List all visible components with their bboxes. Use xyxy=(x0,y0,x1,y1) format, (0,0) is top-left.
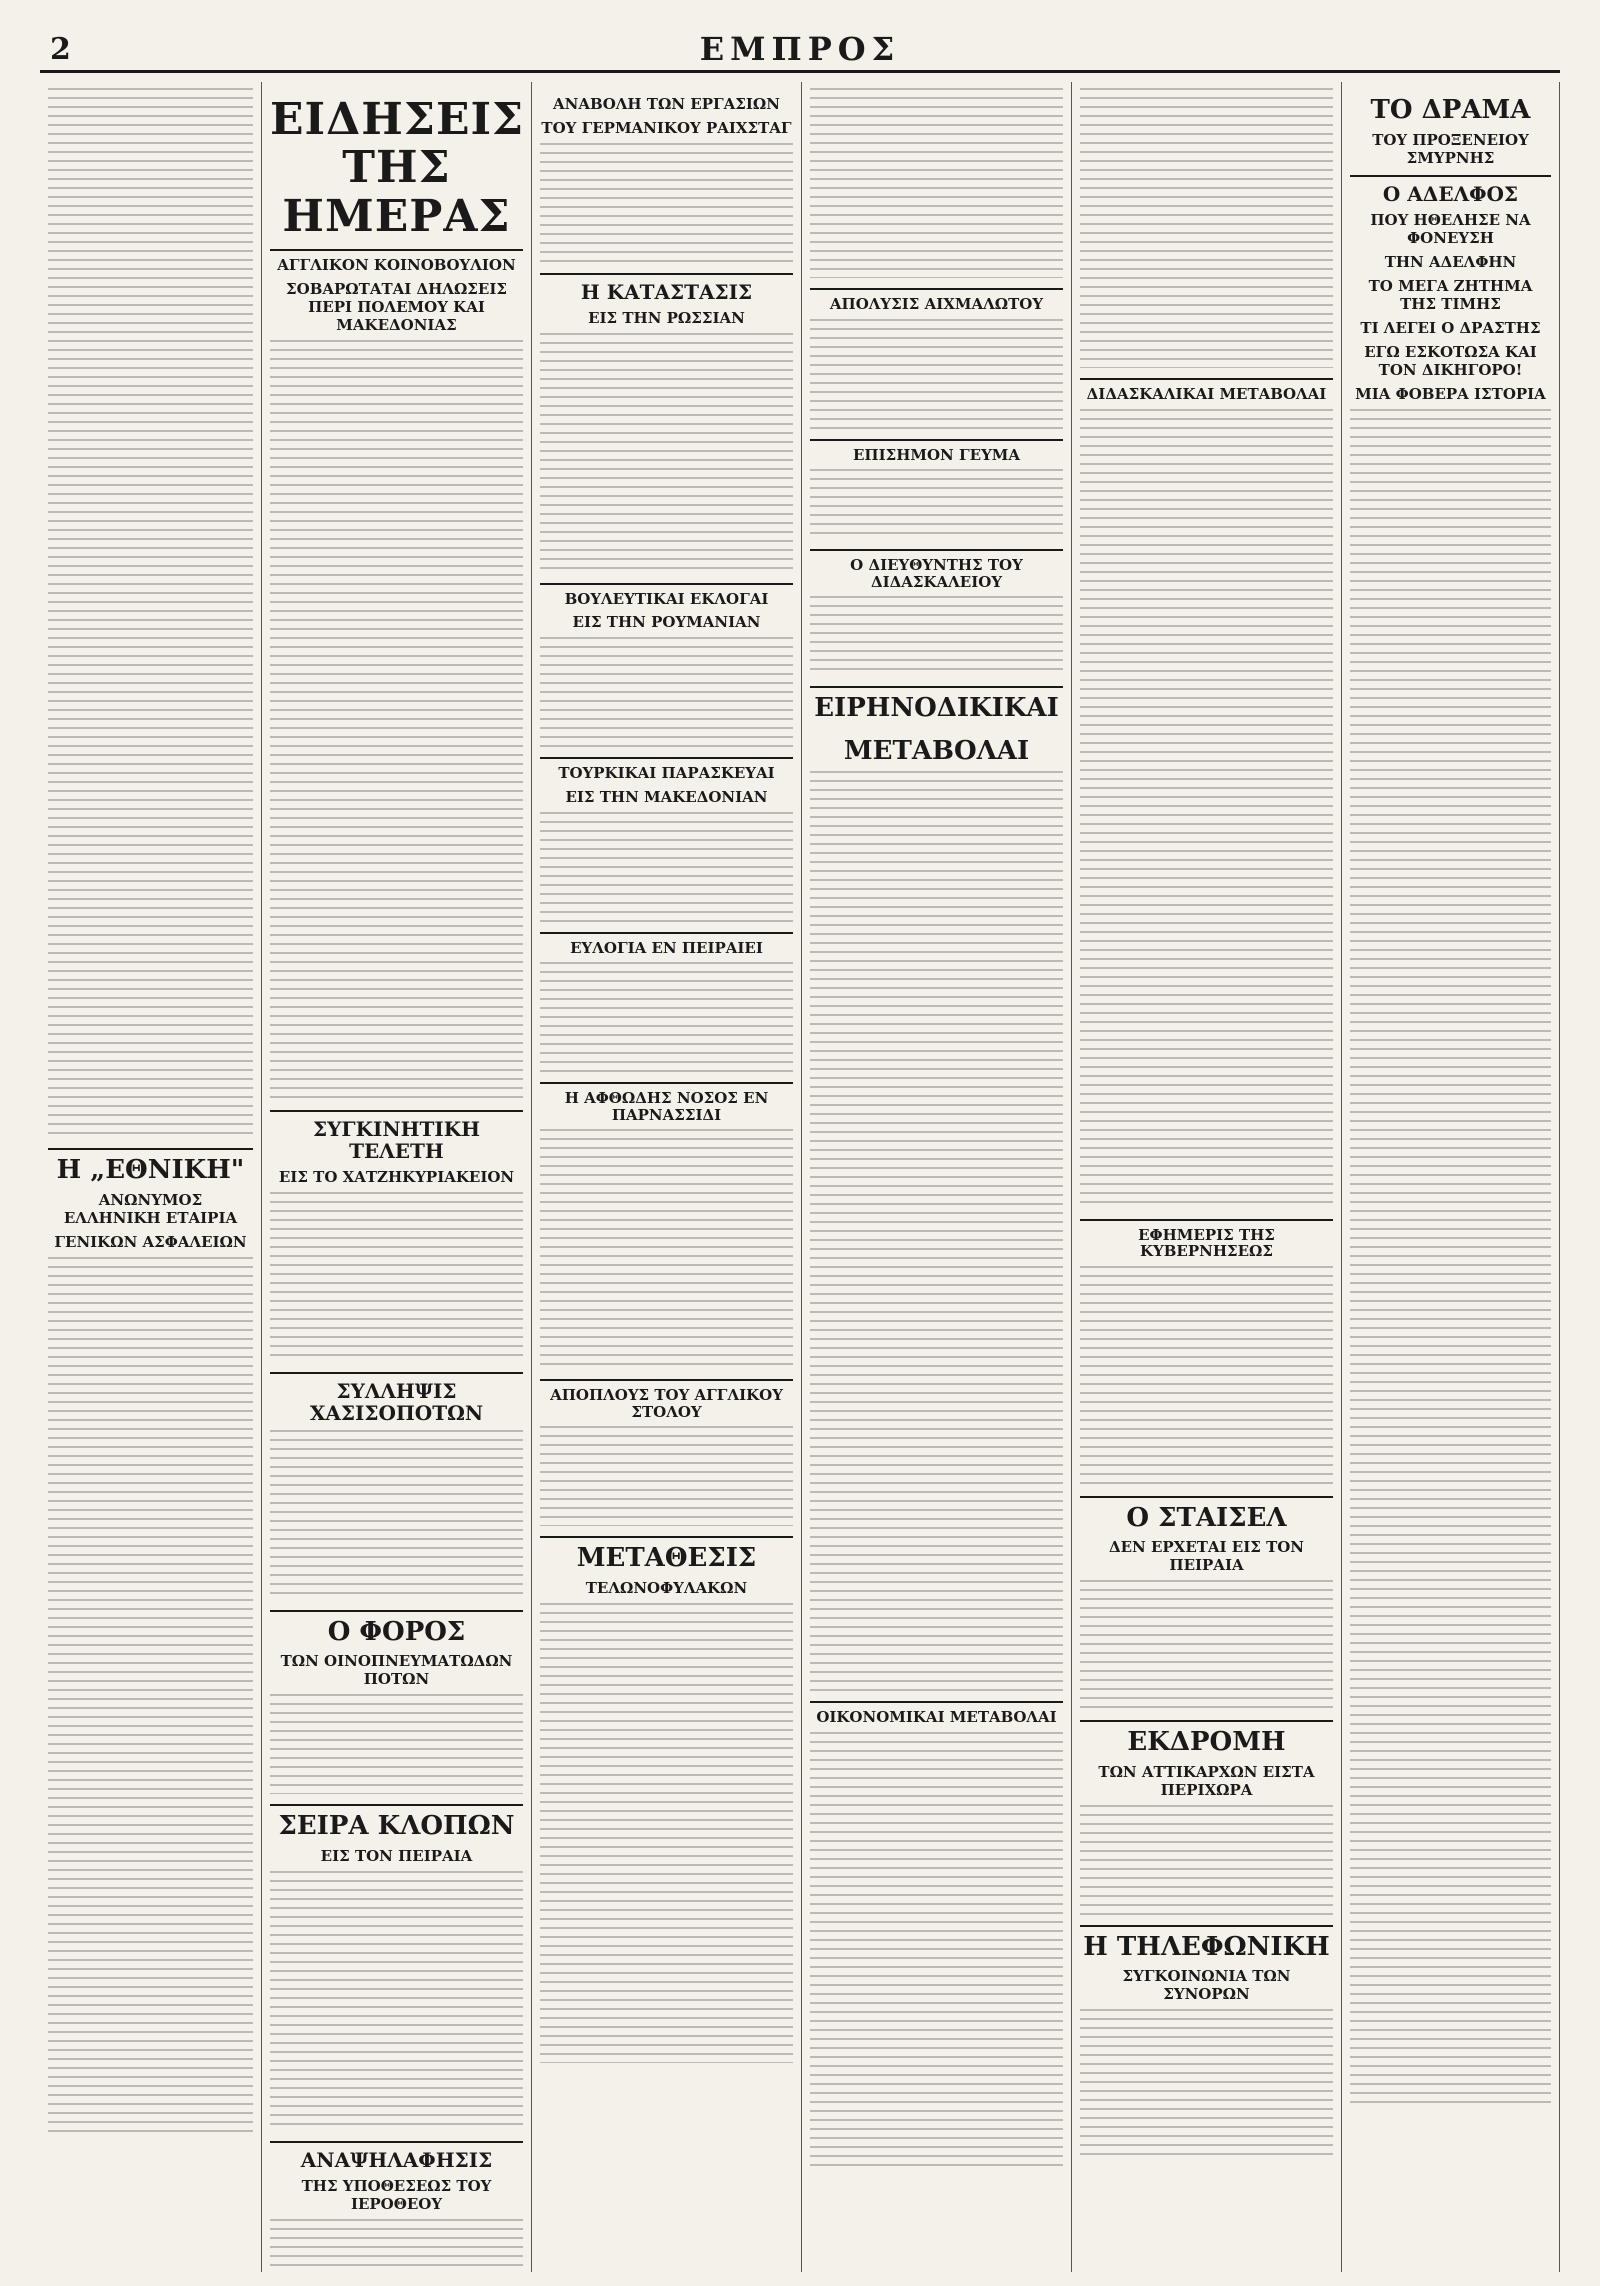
headline: ΒΟΥΛΕΥΤΙΚΑΙ ΕΚΛΟΓΑΙ xyxy=(540,583,793,608)
paper-name: ΕΜΠΡΟΣ xyxy=(699,30,901,68)
headline: ΕΥΛΟΓΙΑ ΕΝ ΠΕΙΡΑΙΕΙ xyxy=(540,932,793,957)
text-block xyxy=(270,1694,523,1794)
headline: ΟΙΚΟΝΟΜΙΚΑΙ ΜΕΤΑΒΟΛΑΙ xyxy=(810,1701,1063,1726)
subheadline: ΤΗΣ ΥΠΟΘΕΣΕΩΣ ΤΟΥ ΙΕΡΟΘΕΟΥ xyxy=(301,2176,492,2213)
text-block xyxy=(270,340,523,1100)
page-number: 2 xyxy=(50,32,71,67)
feature-line: ΠΟΥ ΗΘΕΛΗΣΕ ΝΑ ΦΟΝΕΥΣΗ xyxy=(1370,210,1531,247)
subheadline: ΕΙΣ ΤΗΝ ΜΑΚΕΔΟΝΙΑΝ xyxy=(565,787,768,806)
subheadline: ΕΙΣ ΤΗΝ ΡΟΥΜΑΝΙΑΝ xyxy=(572,613,761,631)
ad-title: Η „ΕΘΝΙΚΗ" xyxy=(48,1148,253,1185)
feature-subtitle: ΤΟΥ ΠΡΟΞΕΝΕΙΟΥ ΣΜΥΡΝΗΣ xyxy=(1372,130,1529,167)
column-4 xyxy=(802,82,1072,2272)
feature-line: ΤΙ ΛΕΓΕΙ Ο ΔΡΑΣΤΗΣ xyxy=(1360,318,1541,337)
text-block xyxy=(810,1732,1063,2172)
headline: ΑΠΟΛΥΣΙΣ ΑΙΧΜΑΛΩΤΟΥ xyxy=(810,288,1063,313)
text-block xyxy=(810,319,1063,429)
text-block xyxy=(810,469,1063,539)
subheadline: ΣΥΓΚΟΙΝΩΝΙΑ ΤΩΝ ΣΥΝΟΡΩΝ xyxy=(1122,1967,1291,2004)
text-block xyxy=(1080,88,1333,368)
text-block xyxy=(540,1426,793,1526)
headline: Ο ΔΙΕΥΘΥΝΤΗΣ ΤΟΥ ΔΙΔΑΣΚΑΛΕΙΟΥ xyxy=(810,549,1063,590)
headline: ΑΠΟΠΛΟΥΣ ΤΟΥ ΑΓΓΛΙΚΟΥ ΣΤΟΛΟΥ xyxy=(540,1379,793,1420)
text-block xyxy=(540,812,793,922)
masthead xyxy=(40,30,1560,73)
headline: ΑΝΑΒΟΛΗ ΤΩΝ ΕΡΓΑΣΙΩΝ xyxy=(553,95,780,113)
text-block xyxy=(1080,1580,1333,1710)
headline: Η ΑΦΘΩΔΗΣ ΝΟΣΟΣ ΕΝ ΠΑΡΝΑΣΣΙΔΙ xyxy=(540,1082,793,1123)
subheadline: ΤΟΥ ΓΕΡΜΑΝΙΚΟΥ ΡΑΙΧΣΤΑΓ xyxy=(541,118,792,137)
text-block xyxy=(48,88,253,1138)
text-block xyxy=(540,143,793,263)
subheadline: ΣΟΒΑΡΩΤΑΤΑΙ ΔΗΛΩΣΕΙΣ ΠΕΡΙ ΠΟΛΕΜΟΥ ΚΑΙ ΜΑΚΕΔΟΝΙΑΣ xyxy=(286,279,507,334)
ad-subtitle: ΑΝΩΝΥΜΟΣ ΕΛΛΗΝΙΚΗ ΕΤΑΙΡΙΑ xyxy=(63,1190,238,1227)
headline: ΕΦΗΜΕΡΙΣ ΤΗΣ ΚΥΒΕΡΝΗΣΕΩΣ xyxy=(1080,1219,1333,1260)
text-block xyxy=(540,962,793,1072)
text-block xyxy=(810,88,1063,278)
feature-line: ΤΗΝ ΑΔΕΛΦΗΝ xyxy=(1384,252,1517,271)
headline: ΤΟΥΡΚΙΚΑΙ ΠΑΡΑΣΚΕΥΑΙ xyxy=(540,757,793,782)
text-block xyxy=(270,1430,523,1600)
column-2 xyxy=(262,82,532,2272)
headline: ΕΙΡΗΝΟΔΙΚΙΚΑΙ xyxy=(810,686,1063,723)
text-block xyxy=(48,1257,253,2137)
feature-line: Ο ΑΔΕΛΦΟΣ xyxy=(1350,175,1551,205)
ad-subtitle-2: ΓΕΝΙΚΩΝ ΑΣΦΑΛΕΙΩΝ xyxy=(54,1232,247,1251)
headline: Η ΤΗΛΕΦΩΝΙΚΗ xyxy=(1080,1925,1333,1962)
text-block xyxy=(540,333,793,573)
text-block xyxy=(270,1192,523,1362)
subheadline: ΤΩΝ ΑΤΤΙΚΑΡΧΩΝ ΕΙΣΤΑ ΠΕΡΙΧΩΡΑ xyxy=(1098,1762,1315,1799)
feature-line: ΤΟ ΜΕΓΑ ΖΗΤΗΜΑ ΤΗΣ ΤΙΜΗΣ xyxy=(1368,276,1533,313)
text-block xyxy=(810,596,1063,676)
subheadline: ΔΕΝ ΕΡΧΕΤΑΙ ΕΙΣ ΤΟΝ ΠΕΙΡΑΙΑ xyxy=(1108,1538,1305,1575)
subheadline: ΤΩΝ ΟΙΝΟΠΝΕΥΜΑΤΩΔΩΝ ΠΟΤΩΝ xyxy=(280,1652,513,1689)
subheadline: ΕΙΣ ΤΟΝ ΠΕΙΡΑΙΑ xyxy=(320,1846,473,1865)
text-block xyxy=(1350,409,1551,2109)
subheadline: ΤΕΛΩΝΟΦΥΛΑΚΩΝ xyxy=(585,1578,748,1597)
text-block xyxy=(270,2219,523,2272)
headline: Ο ΦΟΡΟΣ xyxy=(270,1610,523,1647)
headline: ΣΥΛΛΗΨΙΣ ΧΑΣΙΣΟΠΟΤΩΝ xyxy=(270,1372,523,1424)
headline: Ο ΣΤΑΙΣΕΛ xyxy=(1080,1496,1333,1533)
headline: ΣΥΓΚΙΝΗΤΙΚΗ ΤΕΛΕΤΗ xyxy=(270,1110,523,1162)
column-5 xyxy=(1072,82,1342,2272)
text-block xyxy=(540,1129,793,1369)
headline: ΑΝΑΨΗΛΑΦΗΣΙΣ xyxy=(270,2141,523,2171)
headline: Η ΚΑΤΑΣΤΑΣΙΣ xyxy=(540,273,793,303)
headline: ΣΕΙΡΑ ΚΛΟΠΩΝ xyxy=(270,1804,523,1841)
text-block xyxy=(1080,409,1333,1209)
text-block xyxy=(270,1871,523,2131)
text-block xyxy=(1080,1266,1333,1486)
feature-title: ΤΟ ΔΡΑΜΑ xyxy=(1370,95,1531,125)
column-3 xyxy=(532,82,802,2272)
text-block xyxy=(1080,2009,1333,2159)
feature-line: ΕΓΩ ΕΣΚΟΤΩΣΑ ΚΑΙ ΤΟΝ ΔΙΚΗΓΟΡΟ! xyxy=(1364,342,1537,379)
text-block xyxy=(810,771,1063,1691)
text-block xyxy=(540,637,793,747)
headline: ΔΙΔΑΣΚΑΛΙΚΑΙ ΜΕΤΑΒΟΛΑΙ xyxy=(1080,378,1333,403)
subheadline: ΕΙΣ ΤΟ ΧΑΤΖΗΚΥΡΙΑΚΕΙΟΝ xyxy=(278,1167,515,1186)
headline: ΑΓΓΛΙΚΟΝ ΚΟΙΝΟΒΟΥΛΙΟΝ xyxy=(270,249,523,274)
headline: ΜΕΤΑΘΕΣΙΣ xyxy=(540,1536,793,1573)
headline: ΕΚΔΡΟΜΗ xyxy=(1080,1720,1333,1757)
text-block xyxy=(1080,1805,1333,1915)
subheadline: ΕΙΣ ΤΗΝ ΡΩΣΣΙΑΝ xyxy=(588,308,745,327)
headline: ΜΕΤΑΒΟΛΑΙ xyxy=(843,735,1030,766)
feature-line: ΜΙΑ ΦΟΒΕΡΑ ΙΣΤΟΡΙΑ xyxy=(1355,384,1546,403)
headline: ΕΠΙΣΗΜΟΝ ΓΕΥΜΑ xyxy=(810,439,1063,464)
column-6 xyxy=(1342,82,1560,2272)
main-title: ΕΙΔΗΣΕΙΣ ΤΗΣ ΗΜΕΡΑΣ xyxy=(270,94,525,242)
column-1 xyxy=(40,82,262,2272)
text-block xyxy=(540,1603,793,2063)
